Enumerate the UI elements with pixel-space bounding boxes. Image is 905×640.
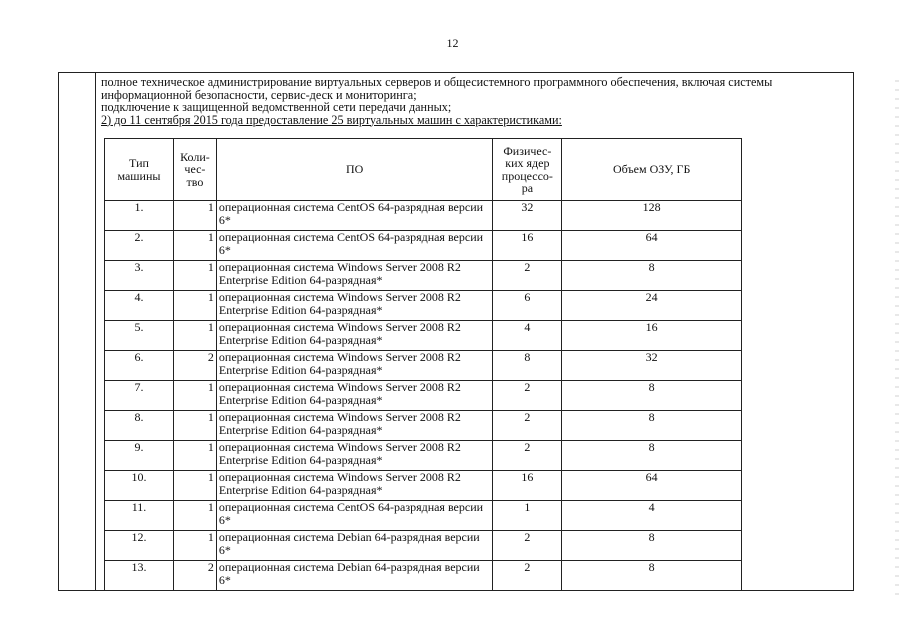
cell-software: операционная система Windows Server 2008 R2 Enterprise Edition 64-разрядная*: [216, 411, 492, 441]
cell-type: 2.: [105, 231, 174, 261]
paragraph-security: информационной безопасности, сервис-деск и мониторинга;: [101, 87, 417, 102]
cell-ram: 64: [562, 471, 742, 501]
cell-ram: 8: [562, 411, 742, 441]
cell-cpu-cores: 16: [493, 471, 562, 501]
cell-type: 9.: [105, 441, 174, 471]
cell-software: операционная система Debian 64-разрядная версии 6*: [216, 531, 492, 561]
cell-qty: 2: [173, 561, 216, 591]
table-row: [105, 201, 742, 231]
cell-cpu-cores: 4: [493, 321, 562, 351]
cell-qty: 1: [173, 441, 216, 471]
paragraph-vm-intro: 2) до 11 сентября 2015 года предоставление 25 виртуальных машин с характеристиками:: [101, 112, 562, 127]
cell-software: операционная система CentOS 64-разрядная версии 6*: [216, 501, 492, 531]
cell-ram: 8: [562, 381, 742, 411]
scan-edge-noise: [895, 80, 899, 600]
document-body: [101, 76, 849, 126]
table-row: [105, 321, 742, 351]
cell-qty: 1: [173, 201, 216, 231]
cell-ram: 4: [562, 501, 742, 531]
vm-table: [104, 138, 742, 591]
cell-ram: 8: [562, 561, 742, 591]
cell-software: операционная система Windows Server 2008 R2 Enterprise Edition 64-разрядная*: [216, 261, 492, 291]
cell-cpu-cores: 2: [493, 561, 562, 591]
document-frame: [58, 72, 854, 591]
cell-type: 12.: [105, 531, 174, 561]
cell-ram: 32: [562, 351, 742, 381]
cell-software: операционная система Debian 64-разрядная версии 6*: [216, 561, 492, 591]
cell-type: 11.: [105, 501, 174, 531]
table-row: [105, 291, 742, 321]
table-row: [105, 501, 742, 531]
cell-cpu-cores: 16: [493, 231, 562, 261]
cell-ram: 128: [562, 201, 742, 231]
cell-software: операционная система Windows Server 2008 R2 Enterprise Edition 64-разрядная*: [216, 441, 492, 471]
cell-type: 3.: [105, 261, 174, 291]
cell-cpu-cores: 8: [493, 351, 562, 381]
cell-cpu-cores: 32: [493, 201, 562, 231]
table-header-row: [105, 139, 742, 201]
table-row: [105, 471, 742, 501]
cell-ram: 8: [562, 531, 742, 561]
cell-ram: 24: [562, 291, 742, 321]
cell-software: операционная система Windows Server 2008 R2 Enterprise Edition 64-разрядная*: [216, 351, 492, 381]
cell-type: 5.: [105, 321, 174, 351]
header-cpu-cores: Физичес- ких ядер процессо- ра: [493, 139, 562, 201]
cell-qty: 1: [173, 471, 216, 501]
cell-qty: 1: [173, 231, 216, 261]
cell-software: операционная система Windows Server 2008 R2 Enterprise Edition 64-разрядная*: [216, 471, 492, 501]
paragraph-network: подключение к защищенной ведомственной сети передачи данных;: [101, 100, 452, 114]
header-software: ПО: [216, 139, 492, 201]
cell-cpu-cores: 2: [493, 531, 562, 561]
cell-type: 10.: [105, 471, 174, 501]
table-row: [105, 441, 742, 471]
table-row: [105, 231, 742, 261]
table-row: [105, 411, 742, 441]
table-row: [105, 261, 742, 291]
cell-qty: 1: [173, 291, 216, 321]
cell-qty: 1: [173, 261, 216, 291]
cell-cpu-cores: 2: [493, 441, 562, 471]
paragraph-admin: полное техническое администрирование виртуальных серверов и общесистемного программного обеспечения, включая системы: [101, 75, 773, 89]
cell-type: 8.: [105, 411, 174, 441]
cell-qty: 2: [173, 351, 216, 381]
cell-cpu-cores: 2: [493, 261, 562, 291]
table-row: [105, 561, 742, 591]
table-row: [105, 351, 742, 381]
cell-ram: 8: [562, 261, 742, 291]
cell-qty: 1: [173, 411, 216, 441]
cell-software: операционная система Windows Server 2008 R2 Enterprise Edition 64-разрядная*: [216, 321, 492, 351]
cell-type: 6.: [105, 351, 174, 381]
header-qty: Коли- чес- тво: [173, 139, 216, 201]
page-number: 12: [446, 36, 459, 50]
cell-type: 7.: [105, 381, 174, 411]
left-margin-column: [59, 73, 96, 590]
cell-cpu-cores: 2: [493, 381, 562, 411]
cell-type: 4.: [105, 291, 174, 321]
cell-cpu-cores: 1: [493, 501, 562, 531]
cell-software: операционная система CentOS 64-разрядная версии 6*: [216, 201, 492, 231]
cell-type: 13.: [105, 561, 174, 591]
cell-cpu-cores: 6: [493, 291, 562, 321]
cell-cpu-cores: 2: [493, 411, 562, 441]
cell-qty: 1: [173, 321, 216, 351]
table-row: [105, 531, 742, 561]
cell-ram: 64: [562, 231, 742, 261]
table-row: [105, 381, 742, 411]
cell-software: операционная система CentOS 64-разрядная версии 6*: [216, 231, 492, 261]
cell-ram: 8: [562, 441, 742, 471]
header-type: Тип машины: [105, 139, 174, 201]
cell-qty: 1: [173, 381, 216, 411]
cell-qty: 1: [173, 501, 216, 531]
cell-ram: 16: [562, 321, 742, 351]
cell-qty: 1: [173, 531, 216, 561]
cell-type: 1.: [105, 201, 174, 231]
header-ram: Объем ОЗУ, ГБ: [562, 139, 742, 201]
cell-software: операционная система Windows Server 2008 R2 Enterprise Edition 64-разрядная*: [216, 291, 492, 321]
cell-software: операционная система Windows Server 2008 R2 Enterprise Edition 64-разрядная*: [216, 381, 492, 411]
